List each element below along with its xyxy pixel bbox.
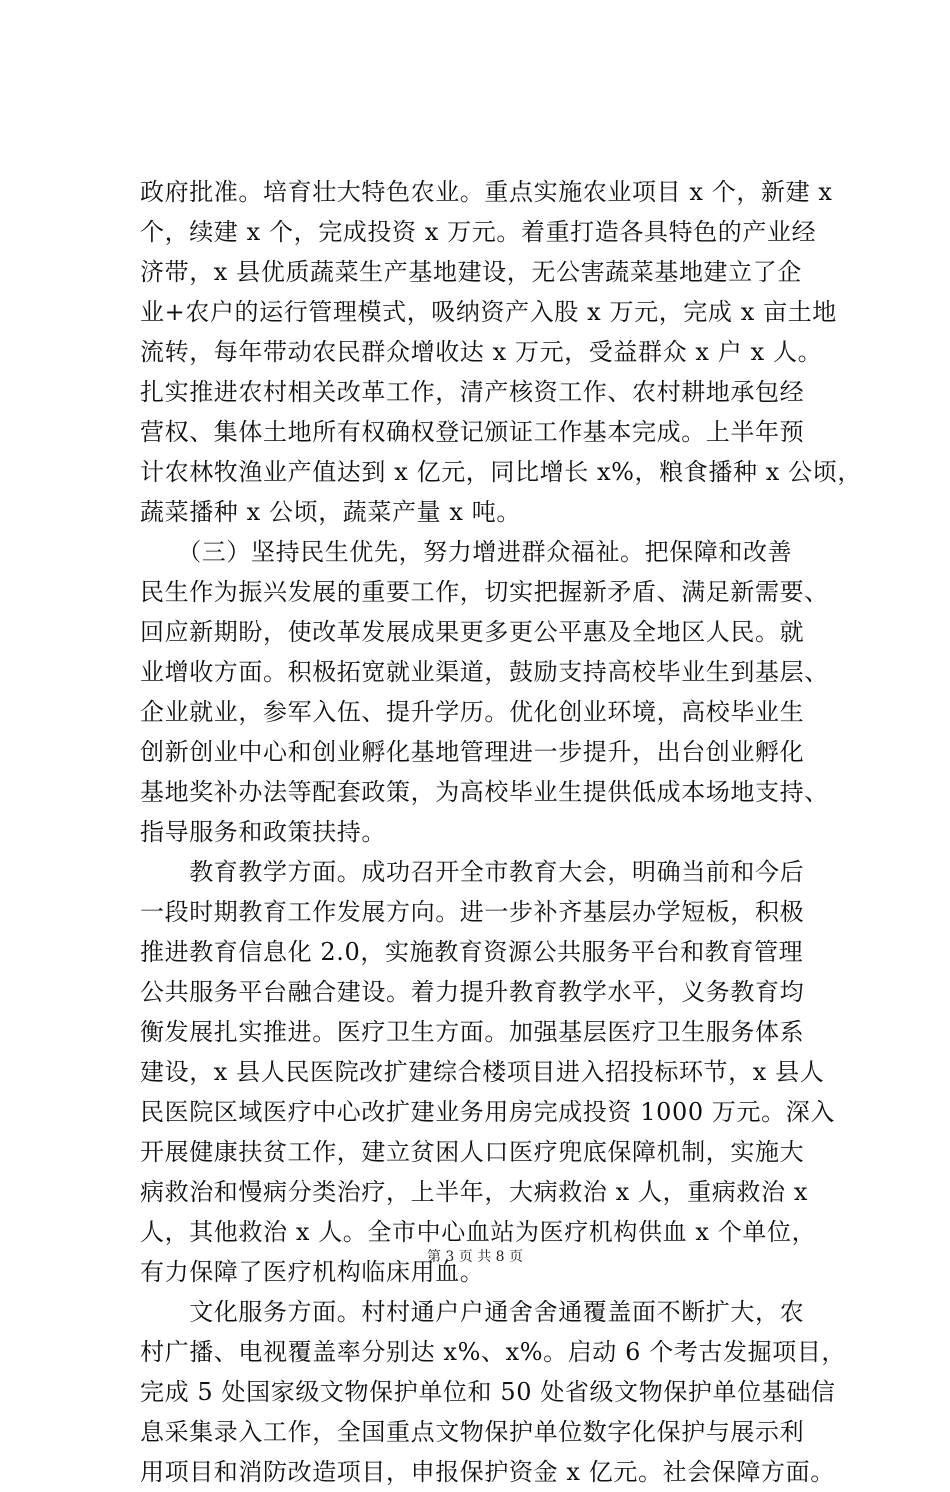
text-line: 衡发展扎实推进。医疗卫生方面。加强基层医疗卫生服务体系	[140, 1018, 805, 1046]
page-number-footer: 第 3 页 共 8 页	[426, 1249, 524, 1265]
text-line: 民医院区域医疗中心改扩建业务用房完成投资 1000 万元。深入	[140, 1098, 835, 1126]
text-line: 教育教学方面。成功召开全市教育大会，明确当前和今后	[140, 858, 805, 886]
text-line: 政府批准。培育壮大特色农业。重点实施农业项目 x 个，新建 x	[140, 178, 833, 206]
text-line: 营权、集体土地所有权确权登记颁证工作基本完成。上半年预	[140, 418, 805, 446]
text-line: 完成 5 处国家级文物保护单位和 50 处省级文物保护单位基础信	[140, 1378, 836, 1406]
text-line: 扎实推进农村相关改革工作，清产核资工作、农村耕地承包经	[140, 378, 805, 406]
text-line: 病救治和慢病分类治疗，上半年，大病救治 x 人，重病救治 x	[140, 1178, 808, 1206]
text-line: 回应新期盼，使改革发展成果更多更公平惠及全地区人民。就	[140, 618, 805, 646]
text-line: 建设，x 县人民医院改扩建综合楼项目进入招投标环节，x 县人	[140, 1058, 825, 1086]
text-line: （三）坚持民生优先，努力增进群众福祉。把保障和改善	[140, 538, 793, 566]
text-line: 用项目和消防改造项目，申报保护资金 x 亿元。社会保障方面。	[140, 1458, 835, 1486]
text-line: 计农林牧渔业产值达到 x 亿元，同比增长 x%，粮食播种 x 公顷，	[140, 458, 862, 486]
text-line: 开展健康扶贫工作，建立贫困人口医疗兜底保障机制，实施大	[140, 1138, 805, 1166]
text-line: 企业就业，参军入伍、提升学历。优化创业环境，高校毕业生	[140, 698, 805, 726]
text-line: 民生作为振兴发展的重要工作，切实把握新矛盾、满足新需要、	[140, 578, 829, 606]
text-line: 创新创业中心和创业孵化基地管理进一步提升，出台创业孵化	[140, 738, 805, 766]
text-line: 有力保障了医疗机构临床用血。	[140, 1258, 485, 1286]
text-line: 公共服务平台融合建设。着力提升教育教学水平，义务教育均	[140, 978, 805, 1006]
text-line: 文化服务方面。村村通户户通舍舍通覆盖面不断扩大，农	[140, 1298, 805, 1326]
text-line: 村广播、电视覆盖率分别达 x%、x%。启动 6 个考古发掘项目，	[140, 1338, 847, 1366]
text-line: 业增收方面。积极拓宽就业渠道，鼓励支持高校毕业生到基层、	[140, 658, 829, 686]
text-line: 一段时期教育工作发展方向。进一步补齐基层办学短板，积极	[140, 898, 805, 926]
text-line: 业+农户的运行管理模式，吸纳资产入股 x 万元，完成 x 亩土地	[140, 298, 837, 326]
text-line: 流转，每年带动农民群众增收达 x 万元，受益群众 x 户 x 人。	[140, 338, 823, 366]
text-line: 济带，x 县优质蔬菜生产基地建设，无公害蔬菜基地建立了企	[140, 258, 802, 286]
document-body	[140, 172, 862, 1492]
text-line: 息采集录入工作，全国重点文物保护单位数字化保护与展示利	[140, 1418, 805, 1446]
text-line: 指导服务和政策扶持。	[140, 818, 386, 846]
text-line: 基地奖补办法等配套政策，为高校毕业生提供低成本场地支持、	[140, 778, 829, 806]
text-line: 个，续建 x 个，完成投资 x 万元。着重打造各具特色的产业经	[140, 218, 817, 246]
text-line: 人，其他救治 x 人。全市中心血站为医疗机构供血 x 个单位，	[140, 1218, 817, 1246]
text-line: 蔬菜播种 x 公顷，蔬菜产量 x 吨。	[140, 498, 521, 526]
text-line: 推进教育信息化 2.0，实施教育资源公共服务平台和教育管理	[140, 938, 804, 966]
